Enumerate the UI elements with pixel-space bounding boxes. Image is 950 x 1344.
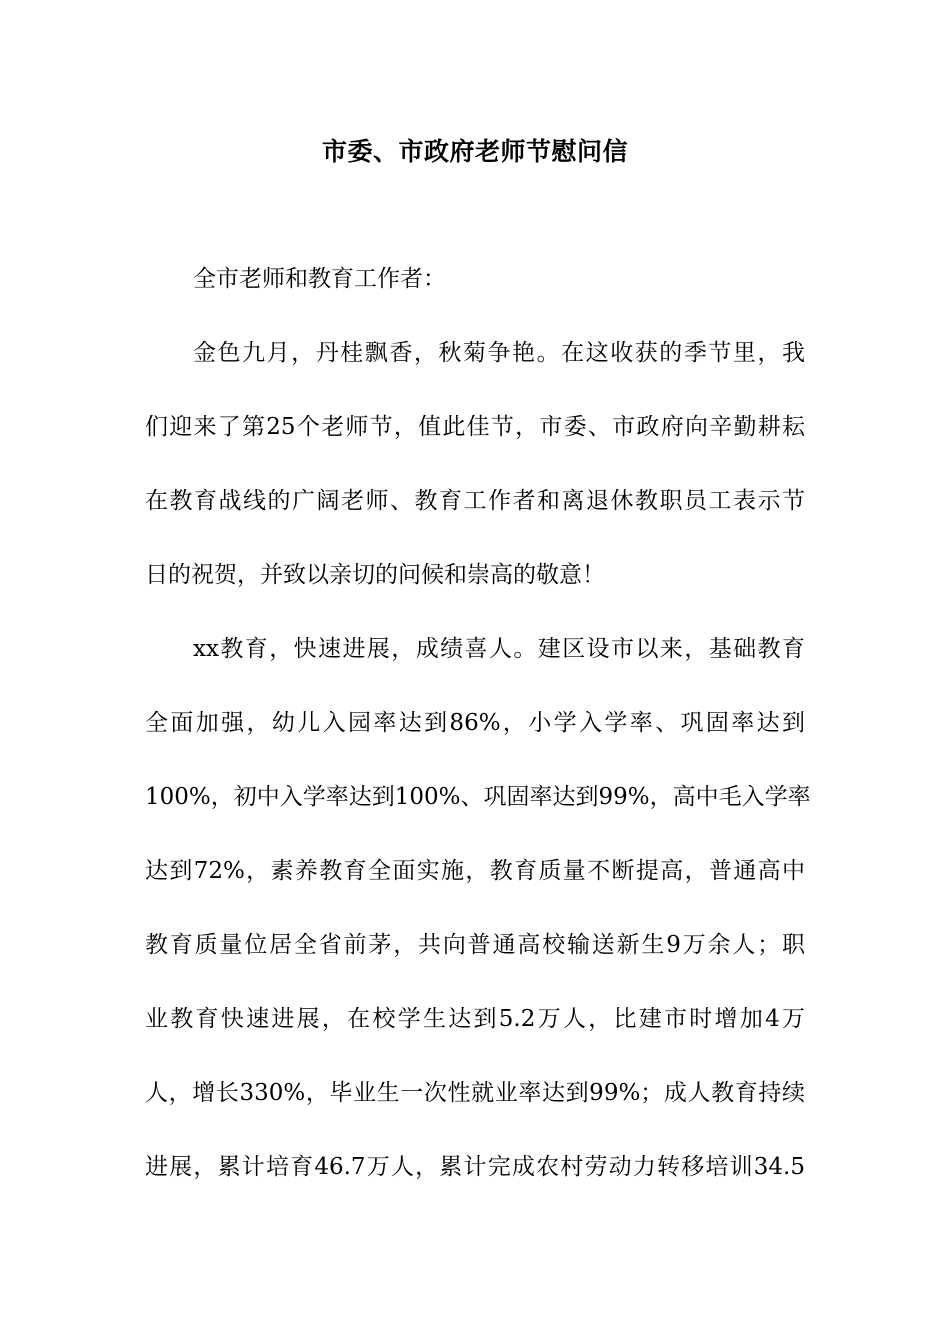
paragraph-line: 业教育快速进展，在校学生达到5.2万人，比建市时增加4万 [145, 1006, 805, 1032]
paragraph-line: xx教育，快速进展，成绩喜人。建区设市以来，基础教育 [193, 636, 805, 662]
paragraph-line: 100%，初中入学率达到100%、巩固率达到99%，高中毛入学率 [145, 784, 811, 810]
salutation: 全市老师和教育工作者： [193, 266, 446, 292]
paragraph-line: 日的祝贺，并致以亲切的问候和崇高的敬意！ [145, 562, 605, 588]
paragraph-line: 进展，累计培育46.7万人，累计完成农村劳动力转移培训34.5 [145, 1154, 805, 1180]
paragraph-line: 达到72%，素养教育全面实施，教育质量不断提高，普通高中 [145, 858, 805, 884]
document-title: 市委、市政府老师节慰问信 [321, 137, 628, 166]
paragraph-line: 金色九月，丹桂飘香，秋菊争艳。在这收获的季节里，我 [193, 340, 805, 366]
paragraph-line: 教育质量位居全省前茅，共向普通高校输送新生9万余人；职 [145, 932, 805, 958]
paragraph-line: 们迎来了第25个老师节，值此佳节，市委、市政府向辛勤耕耘 [145, 414, 805, 440]
paragraph-line: 全面加强，幼儿入园率达到86%，小学入学率、巩固率达到 [145, 710, 805, 736]
paragraph-line: 在教育战线的广阔老师、教育工作者和离退休教职员工表示节 [145, 488, 805, 514]
paragraph-line: 人，增长330%，毕业生一次性就业率达到99%；成人教育持续 [145, 1080, 805, 1106]
